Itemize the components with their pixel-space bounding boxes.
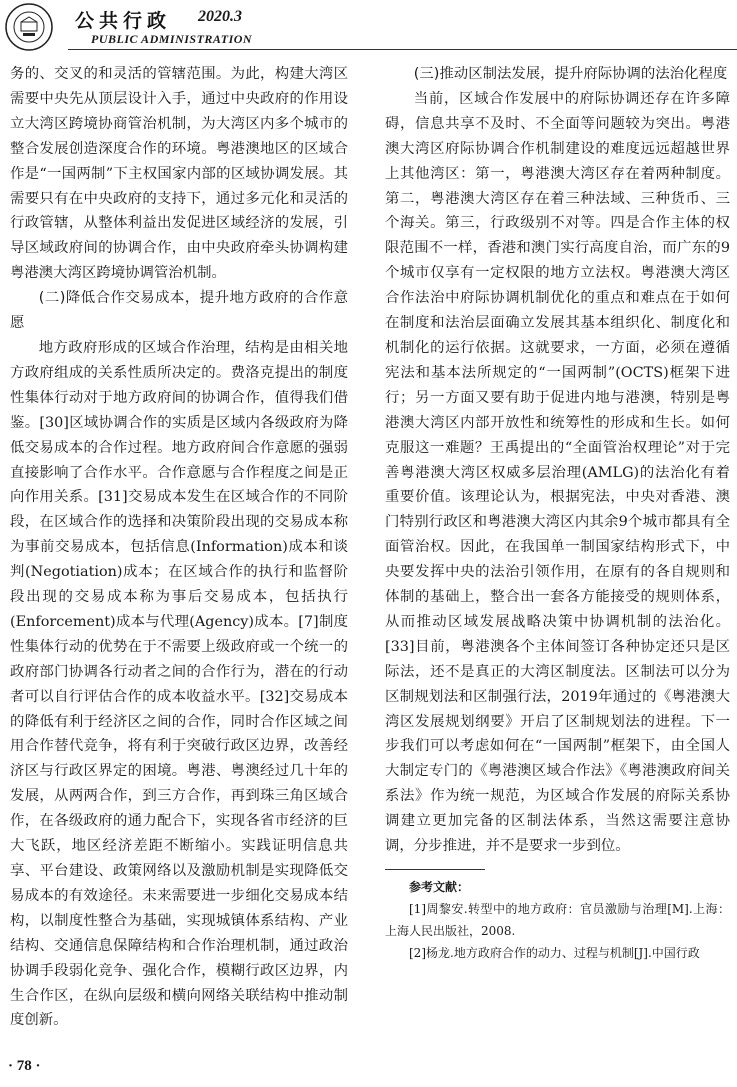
paragraph-rule-of-law: 当前，区域合作发展中的府际协调还存在许多障碍，信息共享不及时、不全面等问题较为突出。粤港澳大湾区府际协调合作机制建设的难度远远超越世界上其他湾区：第一，粤港澳大湾区存在着两种制度。第二，粤港澳大湾区存在着三种法域、三种货币、三个海关。第三，行政级别不对等。四是合作主体的权限范围不一样，香港和澳门实行高度自治，而广东的9个城市仅享有一定权限的地方立法权。粤港澳大湾区合作法治中府际协调机制优化的重点和难点在于如何在制度和法治层面确立发展其基本组织化、制度化和机制化的运行依据。这就要求，一方面，必须在遵循宪法和基本法所规定的“一国两制”(OCTS)框架下进行；另一方面又要有助于促进内地与港澳，特别是粤港澳大湾区内部开放性和统筹性的形成和生长。如何克服这一难题？王禹提出的“全面管治权理论”对于完善粤港澳大湾区权威多层治理(AMLG)的法治化有着重要价值。该理论认为，根据宪法，中央对香港、澳门特别行政区和粤港澳大湾区内其余9个城市都具有全面管治权。因此，在我国单一制国家结构形式下，中央要发挥中央的法治引领作用，在原有的各自规则和体制的基础上，整合出一套各方能接受的规则体系，从而推动区域发展战略决策中协调机制的法治化。[33]目前，粤港澳各个主体间签订各种协定还只是区际法，还不是真正的大湾区制度法。区制法可以分为区制规划法和区制强行法，2019年通过的《粤港澳大湾区发展规划纲要》开启了区制规划法的进程。下一步我们可以考虑如何在“一国两制”框架下，由全国人大制定专门的《粤港澳区域合作法》《粤港澳政府间关系法》作为统一规范，为区域合作发展的府际关系协调建立更加完备的区制法体系，当然这需要注意协调，分步推进，并不是要求一步到位。: [385, 90, 730, 855]
issue-number: 2020.3: [198, 8, 242, 25]
reference-item: [2]杨龙.地方政府合作的动力、过程与机制[J].中国行政: [409, 946, 700, 960]
reference-item: [1]周黎安.转型中的地方政府：官员激励与治理[M].上海：上海人民出版社，2008.: [385, 902, 730, 938]
left-column: [10, 62, 348, 1033]
university-seal-icon: [4, 2, 54, 52]
section-heading-3: (三)推动区制法发展，提升府际协调的法治化程度: [413, 66, 728, 82]
header-rule: [68, 49, 737, 50]
journal-title-en: PUBLIC ADMINISTRATION: [91, 32, 253, 46]
page-header: [0, 0, 737, 54]
references-title: 参考文献：: [409, 880, 470, 894]
section-heading-2: (二)降低合作交易成本，提升地方政府的合作意愿: [10, 290, 348, 332]
journal-title-cn: 公共行政: [75, 10, 172, 32]
paragraph-transaction-cost: 地方政府形成的区域合作治理，结构是由相关地方政府组成的关系性质所决定的。费洛克提出的制度性集体行动对于地方政府间的协调合作，值得我们借鉴。[30]区域协调合作的实质是区域内各级政府为降低交易成本的合作过程。地方政府间合作意愿的强弱直接影响了合作水平。合作意愿与合作程度之间是正向作用关系。[31]交易成本发生在区域合作的不同阶段，在区域合作的选择和决策阶段出现的交易成本称为事前交易成本，包括信息(Information)成本和谈判(Negotiation)成本；在区域合作的执行和监督阶段出现的交易成本称为事后交易成本，包括执行(Enforcement)成本与代理(Agency)成本。[7]制度性集体行动的优势在于不需要上级政府或一个统一的政府部门协调各行动者之间的合作行为，潜在的行动者可以自行评估合作的成本收益水平。[32]交易成本的降低有利于经济区之间的合作，同时合作区域之间用合作替代竞争，将有利于突破行政区边界，改善经济区与行政区界定的困境。粤港、粤澳经过几十年的发展，从两两合作，到三方合作，再到珠三角区域合作，在各级政府的通力配合下，实现各省市经济的巨大飞跃，地区经济差距不断缩小。实践证明信息共享、平台建设、政策网络以及激励机制是实现降低交易成本的有效途径。未来需要进一步细化交易成本结构，以制度性整合为基础，实现城镇体系结构、产业结构、交通信息保障结构和合作治理机制，通过政治协调手段弱化竞争、强化合作，模糊行政区边界，内生合作区，在纵向层级和横向网络关联结构中推动制度创新。: [10, 339, 348, 1029]
paragraph-continued: 务的、交叉的和灵活的管辖范围。为此，构建大湾区需要中央先从顶层设计入手，通过中央政府的作用设立大湾区跨境协商管治机制，为大湾区内多个城市的整合发展创造深度合作的环境。粤港澳地区的区域合作是“一国两制”下主权国家内部的区域协调发展。其需要只有在中央政府的支持下，通过多元化和灵活的行政管辖，从整体利益出发促进区域经济的发展，引导区域政府间的协调合作，由中央政府牵头协调构建粤港澳大湾区跨境协调管治机制。: [10, 66, 348, 282]
page-number: · 78 ·: [8, 1058, 41, 1074]
references-divider: [385, 869, 485, 870]
right-column: [385, 62, 730, 964]
